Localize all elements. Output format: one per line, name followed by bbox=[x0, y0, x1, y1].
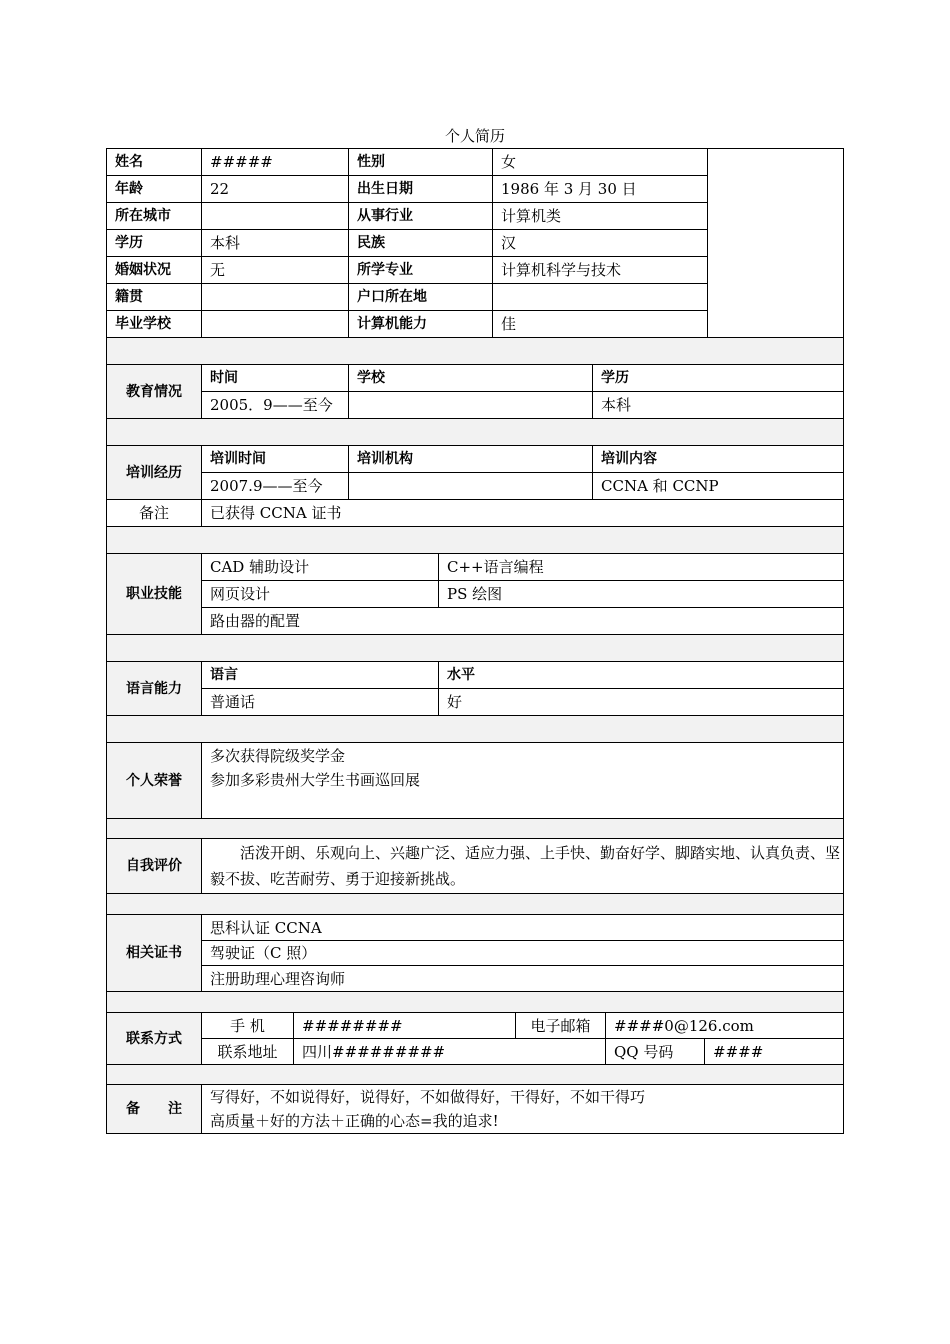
ethnicity-label: 民族 bbox=[349, 230, 493, 257]
certificates-section-label: 相关证书 bbox=[107, 915, 202, 992]
marital-value: 无 bbox=[202, 257, 349, 284]
separator-row bbox=[107, 992, 844, 1013]
education-level-value: 本科 bbox=[202, 230, 349, 257]
separator-row bbox=[107, 894, 844, 915]
certificates-table bbox=[106, 914, 844, 1013]
industry-label: 从事行业 bbox=[349, 203, 493, 230]
remark-line: 写得好，不如说得好，说得好，不如做得好，干得好，不如干得巧 bbox=[210, 1088, 646, 1106]
honors-content bbox=[202, 743, 844, 819]
language-header-level: 水平 bbox=[439, 662, 844, 689]
city-label: 所在城市 bbox=[107, 203, 202, 230]
honor-item: 参加多彩贵州大学生书画巡回展 bbox=[210, 771, 421, 789]
separator-row bbox=[107, 419, 844, 446]
certificate-item: 注册助理心理咨询师 bbox=[202, 966, 844, 992]
skill-item: C++语言编程 bbox=[439, 554, 844, 581]
school-value bbox=[202, 311, 349, 338]
marital-label: 婚姻状况 bbox=[107, 257, 202, 284]
skills-table bbox=[106, 553, 844, 662]
age-value: 22 bbox=[202, 176, 349, 203]
resume-table bbox=[106, 149, 843, 1134]
separator-row bbox=[107, 635, 844, 662]
photo-area bbox=[708, 149, 844, 338]
industry-value: 计算机类 bbox=[493, 203, 708, 230]
training-org bbox=[349, 473, 593, 500]
separator-row bbox=[107, 716, 844, 743]
language-section-label: 语言能力 bbox=[107, 662, 202, 716]
training-header-time: 培训时间 bbox=[202, 446, 349, 473]
education-header-degree: 学历 bbox=[593, 365, 844, 392]
city-value bbox=[202, 203, 349, 230]
certificate-item: 驾驶证（C 照） bbox=[202, 941, 844, 966]
honors-section-label: 个人荣誉 bbox=[107, 743, 202, 819]
education-level-label: 学历 bbox=[107, 230, 202, 257]
contact-section-label: 联系方式 bbox=[107, 1013, 202, 1065]
address-label: 联系地址 bbox=[202, 1039, 294, 1065]
address-value: 四川######### bbox=[294, 1039, 606, 1065]
self-evaluation-text: 活泼开朗、乐观向上、兴趣广泛、适应力强、上手快、勤奋好学、脚踏实地、认真负责、坚毅不拔、吃苦耐劳、勇于迎接新挑战。 bbox=[202, 839, 844, 894]
education-table bbox=[106, 364, 844, 446]
training-table bbox=[106, 445, 844, 554]
phone-label: 手 机 bbox=[202, 1013, 294, 1039]
separator-row bbox=[107, 527, 844, 554]
qq-label: QQ 号码 bbox=[606, 1039, 705, 1065]
training-section-label: 培训经历 bbox=[107, 446, 202, 500]
training-note-label: 备注 bbox=[107, 500, 202, 527]
education-header-school: 学校 bbox=[349, 365, 593, 392]
contact-table bbox=[106, 1012, 844, 1085]
self-evaluation-table bbox=[106, 838, 844, 915]
hukou-label: 户口所在地 bbox=[349, 284, 493, 311]
training-content: CCNA 和 CCNP bbox=[593, 473, 844, 500]
gender-label: 性别 bbox=[349, 149, 493, 176]
remarks-label: 备 注 bbox=[107, 1085, 202, 1134]
phone-value: ######## bbox=[294, 1013, 516, 1039]
skill-item: 路由器的配置 bbox=[202, 608, 844, 635]
qq-value: #### bbox=[705, 1039, 844, 1065]
basic-info-table bbox=[106, 148, 844, 365]
hukou-value bbox=[493, 284, 708, 311]
training-time: 2007.9——至今 bbox=[202, 473, 349, 500]
name-value: ##### bbox=[202, 149, 349, 176]
email-value: ####0@126.com bbox=[606, 1013, 844, 1039]
skills-section-label: 职业技能 bbox=[107, 554, 202, 635]
document-title: 个人简历 bbox=[444, 127, 505, 145]
computer-skill-label: 计算机能力 bbox=[349, 311, 493, 338]
remark-line: 高质量＋好的方法＋正确的心态=我的追求! bbox=[210, 1112, 499, 1130]
separator-row bbox=[107, 1065, 844, 1085]
separator-row bbox=[107, 338, 844, 365]
native-place-label: 籍贯 bbox=[107, 284, 202, 311]
skill-item: PS 绘图 bbox=[439, 581, 844, 608]
education-header-time: 时间 bbox=[202, 365, 349, 392]
email-label: 电子邮箱 bbox=[516, 1013, 606, 1039]
honor-item: 多次获得院级奖学金 bbox=[210, 747, 346, 765]
birth-value: 1986 年 3 月 30 日 bbox=[493, 176, 708, 203]
separator-row bbox=[107, 819, 844, 839]
native-place-value bbox=[202, 284, 349, 311]
major-label: 所学专业 bbox=[349, 257, 493, 284]
birth-label: 出生日期 bbox=[349, 176, 493, 203]
school-label: 毕业学校 bbox=[107, 311, 202, 338]
gender-value: 女 bbox=[493, 149, 708, 176]
language-table bbox=[106, 661, 844, 743]
computer-skill-value: 佳 bbox=[493, 311, 708, 338]
education-time: 2005．9——至今 bbox=[202, 392, 349, 419]
training-note-value: 已获得 CCNA 证书 bbox=[202, 500, 844, 527]
language-level: 好 bbox=[439, 689, 844, 716]
education-section-label: 教育情况 bbox=[107, 365, 202, 419]
ethnicity-value: 汉 bbox=[493, 230, 708, 257]
age-label: 年龄 bbox=[107, 176, 202, 203]
remarks-content bbox=[202, 1085, 844, 1134]
training-header-content: 培训内容 bbox=[593, 446, 844, 473]
training-header-org: 培训机构 bbox=[349, 446, 593, 473]
remarks-table bbox=[106, 1084, 844, 1134]
name-label: 姓名 bbox=[107, 149, 202, 176]
education-degree: 本科 bbox=[593, 392, 844, 419]
major-value: 计算机科学与技术 bbox=[493, 257, 708, 284]
education-school bbox=[349, 392, 593, 419]
language-name: 普通话 bbox=[202, 689, 439, 716]
language-header-language: 语言 bbox=[202, 662, 439, 689]
certificate-item: 思科认证 CCNA bbox=[202, 915, 844, 941]
self-evaluation-label: 自我评价 bbox=[107, 839, 202, 894]
skill-item: CAD 辅助设计 bbox=[202, 554, 439, 581]
skill-item: 网页设计 bbox=[202, 581, 439, 608]
honors-table bbox=[106, 742, 844, 839]
